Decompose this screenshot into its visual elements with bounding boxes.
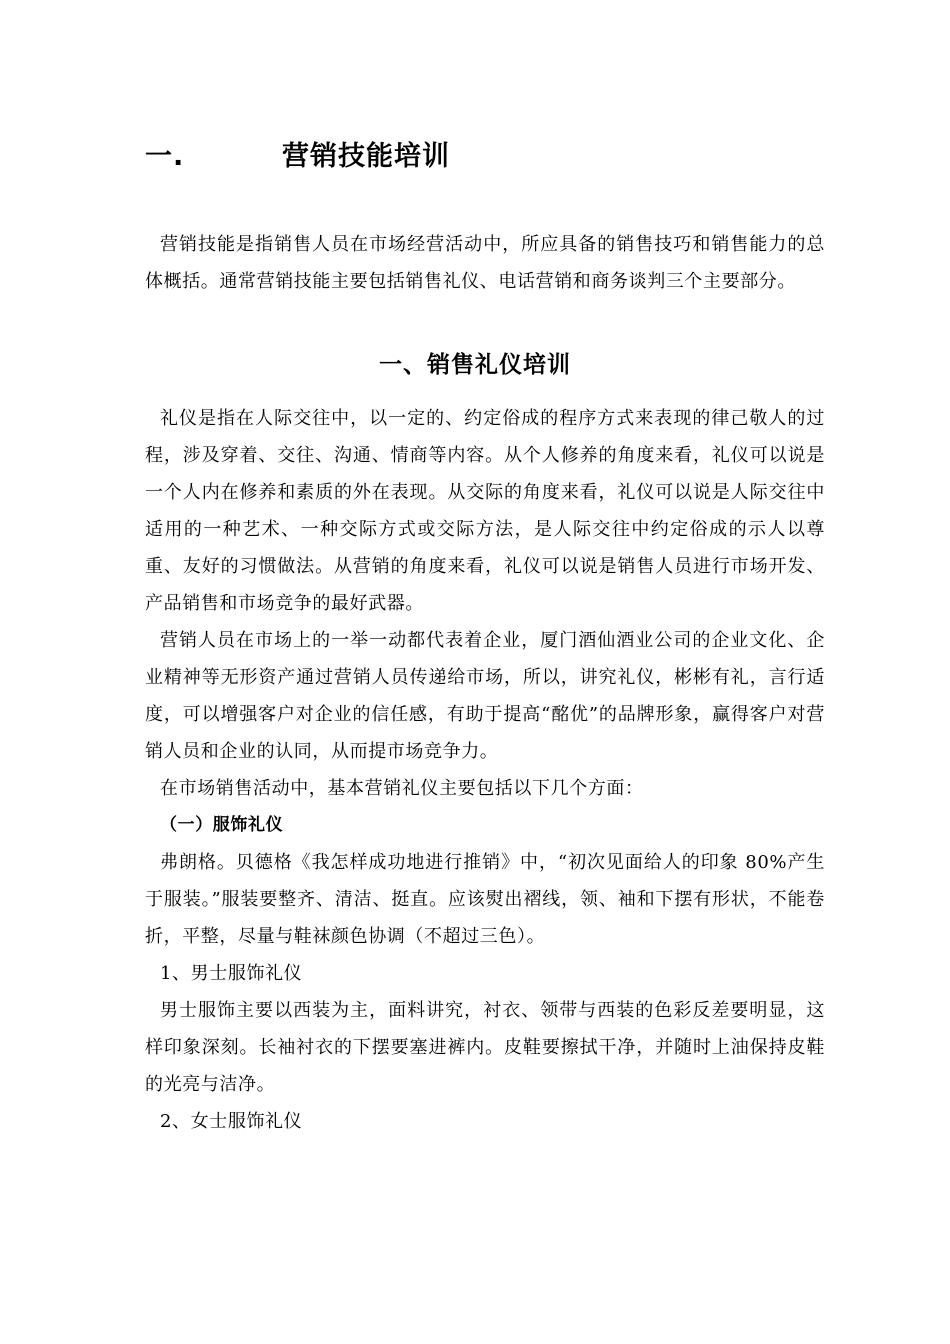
- paragraph-clothing-quote: 弗朗格。贝德格《我怎样成功地进行推销》中，“初次见面给人的印象 80%产生于服装。”服装要整齐、清洁、挺直。应该熨出褶线，领、袖和下摆有形状，不能卷折，平整，尽量与鞋袜颜色协调（不超过三色）。: [145, 852, 825, 947]
- chapter-title: 营销技能培训: [282, 140, 450, 172]
- list-item-men-clothing: 1、男士服饰礼仪: [160, 963, 303, 984]
- chapter-number: 一.: [145, 140, 185, 172]
- subheading-clothing-etiquette: （一）服饰礼仪: [160, 815, 284, 835]
- intro-paragraph: 营销技能是指销售人员在市场经营活动中，所应具备的销售技巧和销售能力的总体概括。通常营销技能主要包括销售礼仪、电话营销和商务谈判三个主要部分。: [145, 234, 825, 292]
- paragraph-etiquette-importance: 营销人员在市场上的一举一动都代表着企业，厦门酒仙酒业公司的企业文化、企业精神等无形资产通过营销人员传递给市场，所以，讲究礼仪，彬彬有礼，言行适度，可以增强客户对企业的信任感，有助于提高“酩优”的品牌形象，赢得客户对营销人员和企业的认同，从而提市场竞争力。: [145, 630, 825, 762]
- paragraph-etiquette-definition: 礼仪是指在人际交往中，以一定的、约定俗成的程序方式来表现的律己敬人的过程，涉及穿着、交往、沟通、情商等内容。从个人修养的角度来看，礼仪可以说是一个人内在修养和素质的外在表现。从交际的角度来看，礼仪可以说是人际交往中适用的一种艺术、一种交际方式或交际方法，是人际交往中约定俗成的示人以尊重、友好的习惯做法。从营销的角度来看，礼仪可以说是销售人员进行市场开发、产品销售和市场竞争的最好武器。: [145, 408, 825, 614]
- list-item-women-clothing: 2、女士服饰礼仪: [160, 1111, 303, 1132]
- chapter-heading: [145, 130, 450, 176]
- section-body: [145, 400, 825, 1140]
- section-title: 一、销售礼仪培训: [379, 352, 571, 378]
- paragraph-etiquette-aspects: 在市场销售活动中，基本营销礼仪主要包括以下几个方面：: [160, 778, 644, 799]
- intro-block: [145, 226, 825, 300]
- paragraph-men-clothing: 男士服饰主要以西装为主，面料讲究，衬衣、领带与西装的色彩反差要明显，这样印象深刻。长袖衬衣的下摆要塞进裤内。皮鞋要擦拭干净，并随时上油保持皮鞋的光亮与洁净。: [145, 1000, 825, 1095]
